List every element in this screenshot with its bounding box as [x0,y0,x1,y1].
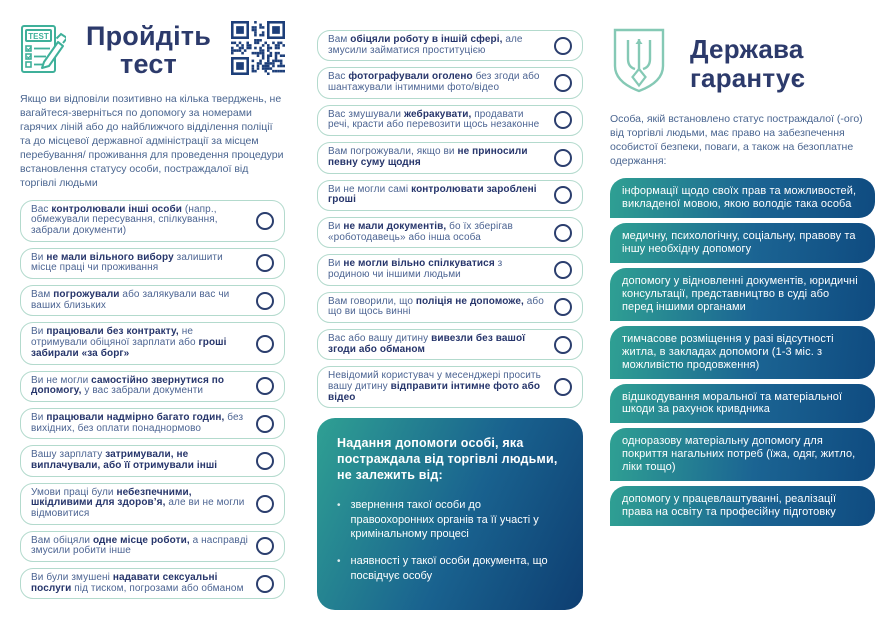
checklist-item-text: Ви не могли самі контролювати зароблені гроші [328,183,537,206]
guarantee-item: одноразову матеріальну допомогу для покриття нагальних потреб (їжа, одяг, житло, ліки тощо) [610,428,875,481]
checklist-item-text: Невідомий користувач у месенджері просить вашу дитину відправити інтимне фото або відео [328,370,541,403]
checklist-item [20,200,285,242]
checkbox[interactable] [256,335,274,353]
checklist-item-text: Вам обіцяли роботу в іншій сфері, але змусили займатися проституцією [328,34,523,56]
guarantee-item: відшкодування моральної та матеріальної шкоди за рахунок кривдника [610,384,875,424]
state-guarantees-column [610,26,875,531]
help-conditions-title: Надання допомоги особі, яка постраждала від торгівлі людьми, не залежить від: [337,436,558,482]
checkbox[interactable] [554,186,572,204]
checklist-left [20,200,285,600]
checklist-item [317,329,583,360]
guarantee-item: інформації щодо своїх прав та можливостей, викладеної мовою, якою володіє така особа [610,178,875,218]
checklist-item [317,217,583,248]
checklist-item-text: Умови праці були небезпечними, шкідливими для здоров’я, але ви не могли відмовитися [31,486,245,520]
checklist-item [20,445,285,476]
checkbox[interactable] [256,254,274,272]
checklist-item [317,292,583,323]
checklist-item-text: Вашу зарплату затримували, не виплачували, або її отримували інші [31,449,218,471]
checklist-item [317,180,583,211]
take-test-title: Пройдіть тест [85,20,212,79]
checklist-item [317,254,583,285]
checkbox[interactable] [554,37,572,55]
checklist-item-text: Вас змушували жебракувати, продавати речі, красти або перевозити щось незаконне [328,108,540,131]
help-condition-text: наявності у такої особи документа, що посвідчує особу [350,555,548,582]
checklist-item [317,30,583,61]
test-clipboard-icon [20,20,66,81]
checklist-item-text: Вас або вашу дитину вивезли без вашої згоди або обманом [328,333,526,355]
bullet-icon: • [337,500,341,512]
checklist-item-text: Вам погрожували або залякували вас чи ваших близьких [31,289,230,311]
take-test-intro: Якщо ви відповіли позитивно на кілька тверджень, не вагайтеся-зверніться по допомогу за номерами гарячих ліній або до найближчого відділення поліції та до місцевої державної адміністрації за місцем перебування/ проживання для проведення процедури встановлення статусу особи, постраждалої від торгівлі людьми [20,93,284,189]
checklist-item [20,371,285,402]
checklist-item-text: Вас контролювали інші особи (напр., обмежували пересування, спілкування, забрали документи) [31,203,218,237]
checklist-item-text: Ви не могли вільно спілкуватися з родиною чи іншими людьми [328,258,503,280]
help-conditions-box [317,418,583,609]
svg-text:TEST: TEST [28,32,49,41]
checklist-item-text: Ви працювали без контракту, не отримували обіцяної зарплати або гроші забирали «за борг» [31,326,227,359]
state-guarantees-header [610,26,875,101]
take-test-column [20,20,285,605]
take-test-header [20,20,285,81]
checkbox[interactable] [256,537,274,555]
checklist-middle [317,30,583,408]
guarantee-item: допомогу у відновленні документів, юридичні консультації, представництво в суді або перед іншими органами [610,268,875,321]
bullet-icon: • [337,556,341,568]
guarantee-item: медичну, психологічну, соціальну, правову та іншу необхідну допомогу [610,223,875,263]
checklist-item-text: Ви не мали вільного вибору залишити місце праці чи проживання [31,251,223,274]
guarantee-item: тимчасове розміщення у разі відсутності житла, в закладах допомоги (1-3 міс. з можливістю продовження) [610,326,875,379]
checklist-item-text: Ви не мали документів, бо їх зберігав «роботодавець» або інша особа [328,220,513,243]
checkbox[interactable] [256,495,274,513]
checkbox[interactable] [554,378,572,396]
checklist-item [317,67,583,98]
middle-column [317,30,583,610]
checkbox[interactable] [554,298,572,316]
checkbox[interactable] [256,575,274,593]
help-condition-item [337,554,563,583]
checklist-item-text: Ви не могли самостійно звернутися по допомогу, у вас забрали документи [31,374,225,397]
checkbox[interactable] [554,261,572,279]
checklist-item-text: Вас фотографували оголено без згоди або шантажували інтимними фото/відео [328,71,540,94]
checklist-item [20,483,285,525]
checkbox[interactable] [554,224,572,242]
checklist-item-text: Ви були змушені надавати сексуальні послуги під тиском, погрозами або обманом [31,572,244,594]
checkbox[interactable] [554,74,572,92]
help-condition-text: звернення такої особи до правоохоронних органів та її участі у кримінальному процесі [350,499,539,540]
checkbox[interactable] [256,377,274,395]
checklist-item [317,105,583,136]
checklist-item [20,408,285,439]
trident-shield-icon [610,26,668,101]
state-guarantees-title: Держава гарантує [690,34,806,93]
checklist-item [20,531,285,562]
checklist-item-text: Ви працювали надмірно багато годин, без вихідних, без оплати понаднормово [31,411,244,434]
checklist-item [20,322,285,364]
checklist-item [20,248,285,279]
checklist-item [317,366,583,408]
help-conditions-list [337,498,563,582]
checklist-item [20,285,285,316]
checkbox[interactable] [256,452,274,470]
checklist-item-text: Вам обіцяли одне місце роботи, а насправді змусили робити інше [31,534,248,557]
checkbox[interactable] [554,149,572,167]
guarantee-item: допомогу у працевлаштуванні, реалізації права на освіту та професійну підготовку [610,486,875,526]
checklist-item [317,142,583,173]
checkbox[interactable] [554,111,572,129]
checkbox[interactable] [256,415,274,433]
checkbox[interactable] [256,292,274,310]
checkbox[interactable] [256,212,274,230]
help-condition-item [337,498,563,541]
checklist-item [20,568,285,599]
state-guarantees-intro: Особа, якій встановлено статус постраждалої (-ого) від торгівлі людьми, має право на забезпечення особистої безпеки, поваги, а також на безоплатне одержання: [610,113,863,167]
checklist-item-text: Вам погрожували, якщо ви не приносили певну суму щодня [328,146,528,168]
qr-code [231,21,285,80]
checklist-item-text: Вам говорили, що поліція не допоможе, або що ви щось винні [328,295,544,318]
guarantees-list [610,178,875,526]
checkbox[interactable] [554,336,572,354]
